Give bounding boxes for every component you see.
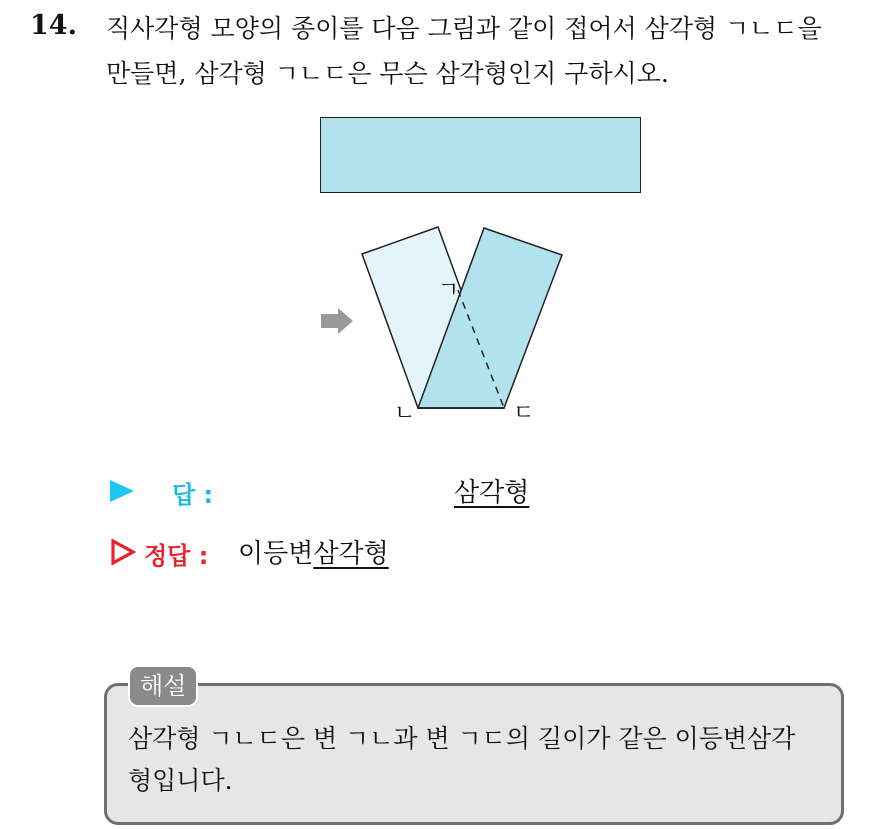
question-number: 14. bbox=[30, 10, 77, 41]
right-arrow-icon bbox=[321, 308, 353, 334]
answer-label: 답 : bbox=[172, 481, 214, 509]
explanation-tag: 해설 bbox=[128, 665, 198, 707]
answer-row bbox=[110, 472, 670, 512]
blue-triangle-icon bbox=[110, 480, 134, 502]
correct-answer-value bbox=[238, 533, 389, 570]
vertex-label-top: ㄱ bbox=[438, 278, 460, 303]
question-text-line-2: 만들면, 삼각형 ㄱㄴㄷ은 무슨 삼각형인지 구하시오. bbox=[106, 59, 669, 88]
correct-answer-prefix: 이등변 bbox=[238, 539, 314, 569]
correct-answer-underlined: 삼각형 bbox=[313, 539, 389, 569]
explanation-line-1: 삼각형 ㄱㄴㄷ은 변 ㄱㄴ과 변 ㄱㄷ의 길이가 같은 이등변삼각 bbox=[128, 724, 796, 753]
correct-answer-label: 정답 : bbox=[144, 542, 209, 570]
question-text-line-1: 직사각형 모양의 종이를 다음 그림과 같이 접어서 삼각형 ㄱㄴㄷ을 bbox=[106, 14, 822, 43]
answer-value: 삼각형 bbox=[454, 478, 530, 508]
explanation-text bbox=[128, 718, 828, 802]
vertex-label-left: ㄴ bbox=[394, 401, 416, 426]
vertex-label-right: ㄷ bbox=[513, 401, 535, 426]
explanation-line-2: 형입니다. bbox=[128, 766, 233, 795]
red-outline-triangle-icon bbox=[110, 539, 136, 565]
correct-answer-row bbox=[110, 533, 670, 573]
